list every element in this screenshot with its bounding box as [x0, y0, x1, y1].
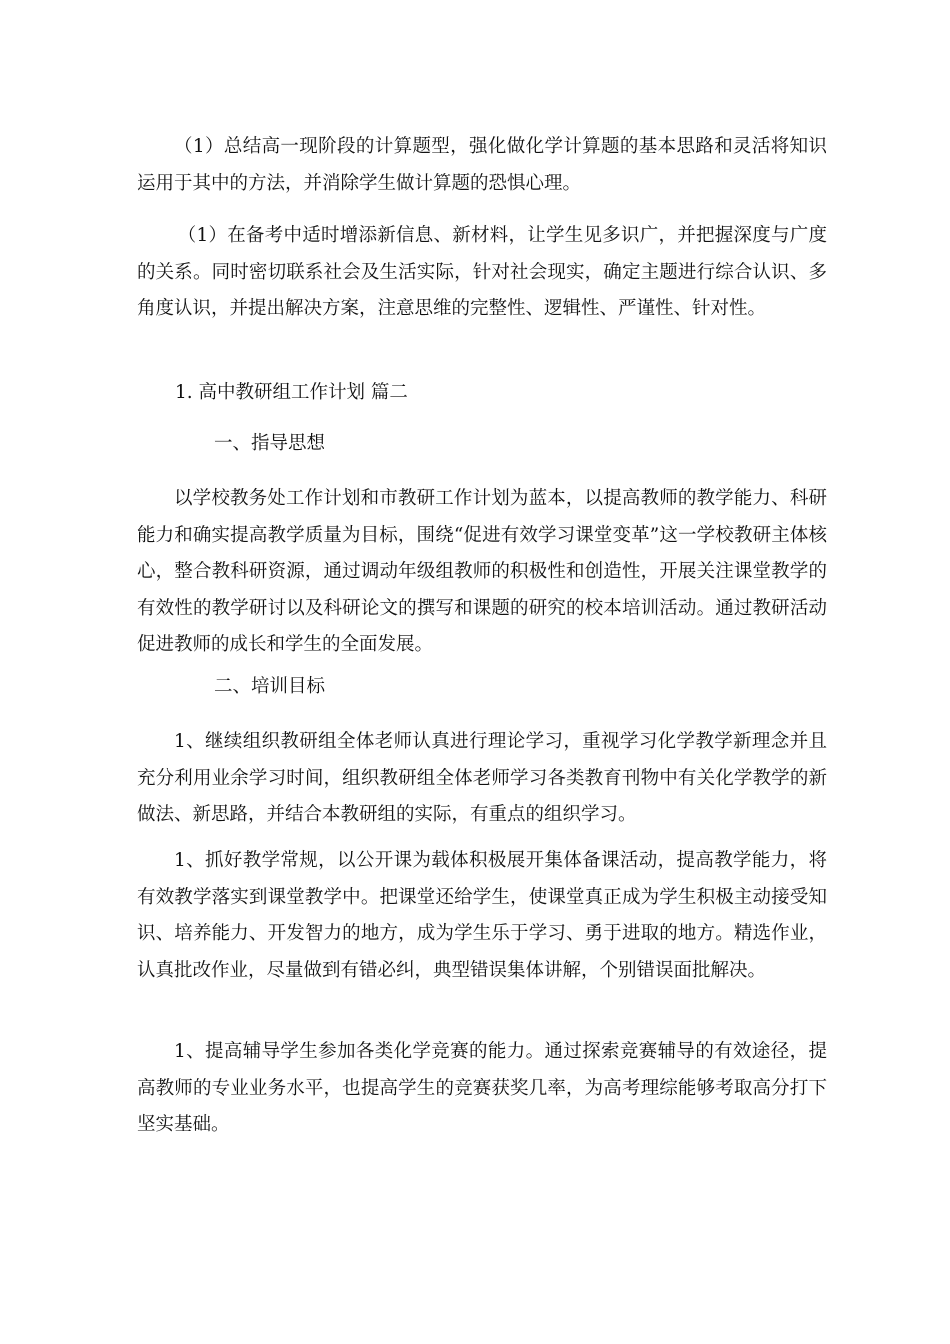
paragraph-guiding-thought: 以学校教务处工作计划和市教研工作计划为蓝本，以提高教师的教学能力、科研能力和确实提高教学质量为目标，围绕“促进有效学习课堂变革”这一学校教研主体核心，整合教科研资源，通过调动年级组教师的积极性和创造性，开展关注课堂教学的有效性的教学研讨以及科研论文的撰写和课题的研究的校本培训活动。通过教研活动促进教师的成长和学生的全面发展。 [137, 488, 827, 655]
paragraph-calculation-summary: （1）总结高一现阶段的计算题型，强化做化学计算题的基本思路和灵活将知识运用于其中的方法，并消除学生做计算题的恐惧心理。 [137, 136, 827, 194]
paragraph-goal-theory-study: 1、继续组织教研组全体老师认真进行理论学习，重视学习化学教学新理念并且充分利用业余学习时间，组织教研组全体老师学习各类教育刊物中有关化学教学的新做法、新思路，并结合本教研组的实际，有重点的组织学习。 [137, 731, 827, 825]
paragraph-goal-teaching-routine: 1、抓好教学常规，以公开课为载体积极展开集体备课活动，提高教学能力，将有效教学落实到课堂教学中。把课堂还给学生，使课堂真正成为学生积极主动接受知识、培养能力、开发智力的地方，成为学生乐于学习、勇于进取的地方。精选作业，认真批改作业，尽量做到有错必纠，典型错误集体讲解，个别错误面批解决。 [137, 850, 827, 981]
paragraph-exam-preparation: （1）在备考中适时增添新信息、新材料，让学生见多识广，并把握深度与广度的关系。同时密切联系社会及生活实际，针对社会现实，确定主题进行综合认识、多角度认识，并提出解决方案，注意思维的完整性、逻辑性、严谨性、针对性。 [137, 225, 827, 319]
heading-guiding-thought: 一、指导思想 [214, 433, 326, 454]
paragraph-goal-competition: 1、提高辅导学生参加各类化学竞赛的能力。通过探索竞赛辅导的有效途径，提高教师的专业业务水平，也提高学生的竞赛获奖几率，为高考理综能够考取高分打下坚实基础。 [137, 1041, 827, 1135]
heading-training-goals: 二、培训目标 [214, 676, 326, 697]
section-title: 1. 高中教研组工作计划 篇二 [175, 382, 408, 403]
